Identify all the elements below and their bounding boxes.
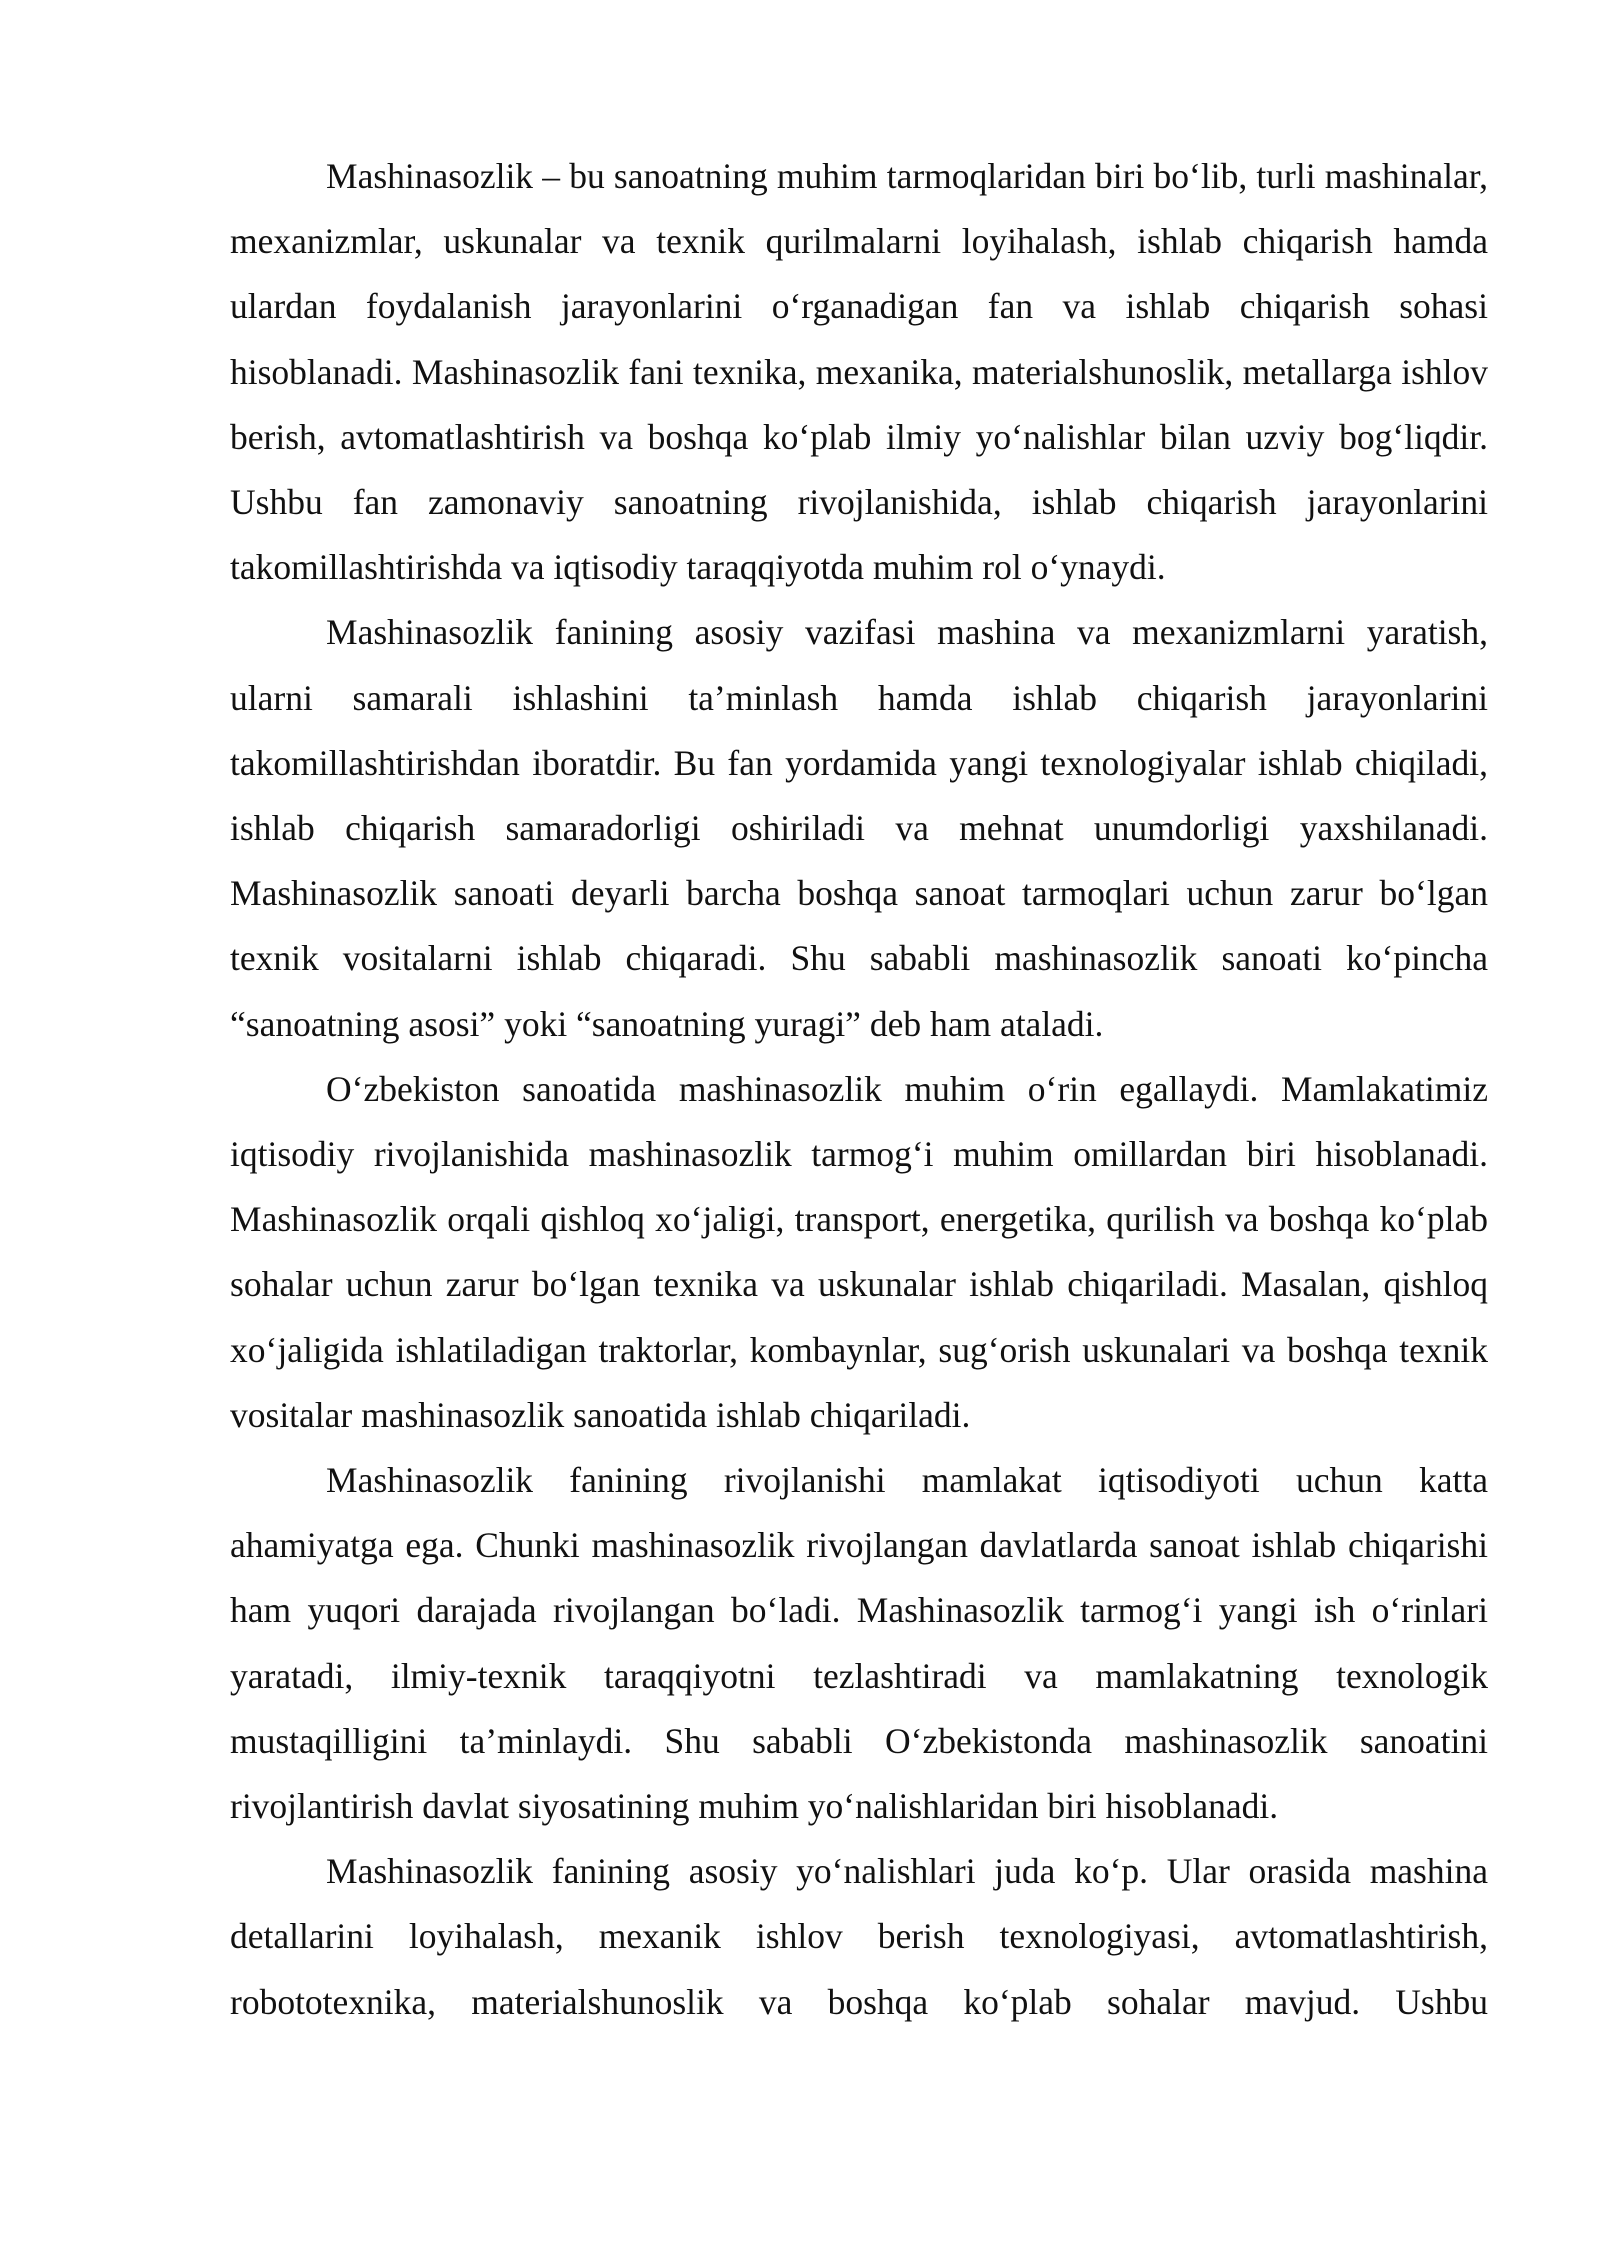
document-body bbox=[230, 144, 1488, 2035]
paragraph: Mashinasozlik fanining asosiy vazifasi mashina va mexanizmlarni yaratish, ularni samarali ishlashini ta’minlash hamda ishlab chiqarish jarayonlarini takomillashtirishdan iboratdir. Bu fan yordamida yangi texnologiyalar ishlab chiqiladi, ishlab chiqarish samaradorligi oshiriladi va mehnat unumdorligi yaxshilanadi. Mashinasozlik sanoati deyarli barcha boshqa sanoat tarmoqlari uchun zarur bo‘lgan texnik vositalarni ishlab chiqaradi. Shu sababli mashinasozlik sanoati ko‘pincha “sanoatning asosi” yoki “sanoatning yuragi” deb ham ataladi. bbox=[230, 612, 1488, 1044]
paragraph: Mashinasozlik fanining rivojlanishi mamlakat iqtisodiyoti uchun katta ahamiyatga ega. Chunki mashinasozlik rivojlangan davlatlarda sanoat ishlab chiqarishi ham yuqori darajada rivojlangan bo‘ladi. Mashinasozlik tarmog‘i yangi ish o‘rinlari yaratadi, ilmiy-texnik taraqqiyotni tezlashtiradi va mamlakatning texnologik mustaqilligini ta’minlaydi. Shu sababli O‘zbekistonda mashinasozlik sanoatini rivojlantirish davlat siyosatining muhim yo‘nalishlaridan biri hisoblanadi. bbox=[230, 1460, 1488, 1827]
paragraph: O‘zbekiston sanoatida mashinasozlik muhim o‘rin egallaydi. Mamlakatimiz iqtisodiy rivojlanishida mashinasozlik tarmog‘i muhim omillardan biri hisoblanadi. Mashinasozlik orqali qishloq xo‘jaligi, transport, energetika, qurilish va boshqa ko‘plab sohalar uchun zarur bo‘lgan texnika va uskunalar ishlab chiqariladi. Masalan, qishloq xo‘jaligida ishlatiladigan traktorlar, kombaynlar, sug‘orish uskunalari va boshqa texnik vositalar mashinasozlik sanoatida ishlab chiqariladi. bbox=[230, 1068, 1488, 1435]
paragraph: Mashinasozlik fanining asosiy yo‘nalishlari juda ko‘p. Ular orasida mashina detallarini loyihalash, mexanik ishlov berish texnologiyasi, avtomatlashtirish, robototexnika, materialshunoslik va boshqa ko‘plab sohalar mavjud. Ushbu bbox=[230, 1851, 1488, 2022]
paragraph: Mashinasozlik – bu sanoatning muhim tarmoqlaridan biri bo‘lib, turli mashinalar, mexanizmlar, uskunalar va texnik qurilmalarni loyihalash, ishlab chiqarish hamda ulardan foydalanish jarayonlarini o‘rganadigan fan va ishlab chiqarish sohasi hisoblanadi. Mashinasozlik fani texnika, mexanika, materialshunoslik, metallarga ishlov berish, avtomatlashtirish va boshqa ko‘plab ilmiy yo‘nalishlar bilan uzviy bog‘liqdir. Ushbu fan zamonaviy sanoatning rivojlanishida, ishlab chiqarish jarayonlarini takomillashtirishda va iqtisodiy taraqqiyotda muhim rol o‘ynaydi. bbox=[230, 156, 1488, 588]
